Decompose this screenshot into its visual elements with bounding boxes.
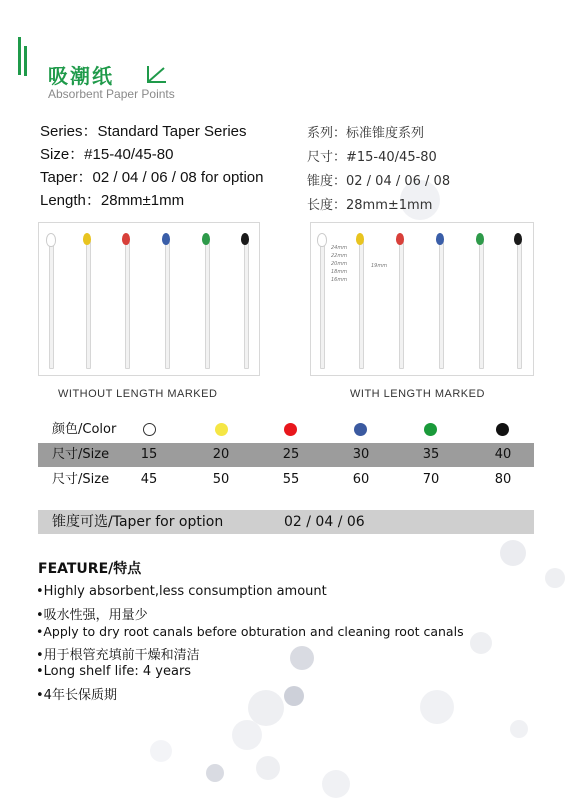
- paper-point-tip-green: [476, 233, 484, 245]
- taper-option-value: 02 / 04 / 06: [284, 514, 365, 530]
- paper-point-tip-black: [514, 233, 522, 245]
- spec-series-cn: 系列：标准锥度系列: [307, 126, 425, 141]
- color-dot-yellow: [215, 423, 228, 436]
- spec-length: Length：28mm±1mm: [40, 192, 185, 209]
- size-cell: 20: [212, 447, 230, 462]
- paper-point-tip-black: [241, 233, 249, 245]
- color-dot-black: [496, 423, 509, 436]
- feature-item: •Highly absorbent,less consumption amount: [36, 584, 327, 599]
- size-cell: 45: [140, 472, 158, 487]
- page-title-cn: 吸潮纸: [48, 64, 114, 88]
- table-row-size-1: [38, 443, 534, 467]
- spec-size-cn: 尺寸：#15-40/45-80: [307, 150, 437, 165]
- product-image-marked: [310, 222, 534, 376]
- table-row-size-2: [38, 468, 534, 492]
- paper-point-tip-white: [46, 233, 56, 247]
- taper-option-label: 锥度可选/Taper for option: [52, 514, 224, 530]
- feature-item: •Long shelf life: 4 years: [36, 664, 192, 679]
- length-mark-label-side: 19mm: [371, 263, 388, 269]
- diagonal-arrow-icon: [144, 62, 170, 86]
- size-cell: 30: [352, 447, 370, 462]
- color-dot-red: [284, 423, 297, 436]
- row-label-size: 尺寸/Size: [52, 447, 110, 462]
- spec-length-cn: 长度：28mm±1mm: [307, 198, 433, 213]
- paper-point-tip-white: [317, 233, 327, 247]
- paper-point-tip-green: [202, 233, 210, 245]
- color-dot-blue: [354, 423, 367, 436]
- size-cell: 70: [422, 472, 440, 487]
- caption-without-length: WITHOUT LENGTH MARKED: [58, 388, 218, 400]
- paper-point-tip-yellow: [83, 233, 91, 245]
- feature-item: •4年长保质期: [36, 688, 117, 703]
- feature-item: •Apply to dry root canals before obturation and cleaning root canals: [36, 624, 464, 639]
- product-image-unmarked: [38, 222, 260, 376]
- taper-option-row: [38, 510, 534, 534]
- header-accent-bar-short: [24, 46, 27, 76]
- color-dot-green: [424, 423, 437, 436]
- row-label-color: 颜色/Color: [52, 422, 117, 437]
- size-cell: 15: [140, 447, 158, 462]
- spec-taper-cn: 锥度：02 / 04 / 06 / 08: [307, 174, 451, 189]
- length-mark-label: 18mm: [331, 269, 348, 275]
- paper-point-tip-blue: [162, 233, 170, 245]
- size-cell: 35: [422, 447, 440, 462]
- paper-point-tip-yellow: [356, 233, 364, 245]
- spec-series: Series：Standard Taper Series: [40, 123, 247, 140]
- size-cell: 25: [282, 447, 300, 462]
- feature-title: FEATURE/特点: [38, 561, 142, 577]
- feature-item: •用于根管充填前干燥和清洁: [36, 648, 200, 663]
- row-label-size: 尺寸/Size: [52, 472, 110, 487]
- size-cell: 50: [212, 472, 230, 487]
- page-title-en: Absorbent Paper Points: [48, 87, 175, 101]
- paper-point-tip-red: [396, 233, 404, 245]
- paper-point-tip-blue: [436, 233, 444, 245]
- spec-taper: Taper：02 / 04 / 06 / 08 for option: [40, 169, 264, 186]
- length-mark-label: 16mm: [331, 277, 348, 283]
- length-mark-label: 24mm: [331, 245, 348, 251]
- size-cell: 40: [494, 447, 512, 462]
- length-mark-label: 20mm: [331, 261, 348, 267]
- length-mark-label: 22mm: [331, 253, 348, 259]
- paper-point-tip-red: [122, 233, 130, 245]
- table-row-color: [38, 418, 534, 442]
- size-cell: 55: [282, 472, 300, 487]
- header-accent-bar: [18, 37, 21, 75]
- size-cell: 60: [352, 472, 370, 487]
- caption-with-length: WITH LENGTH MARKED: [350, 388, 485, 400]
- spec-size: Size：#15-40/45-80: [40, 146, 174, 163]
- size-cell: 80: [494, 472, 512, 487]
- color-dot-white: [143, 423, 156, 436]
- feature-item: •吸水性强，用量少: [36, 608, 148, 623]
